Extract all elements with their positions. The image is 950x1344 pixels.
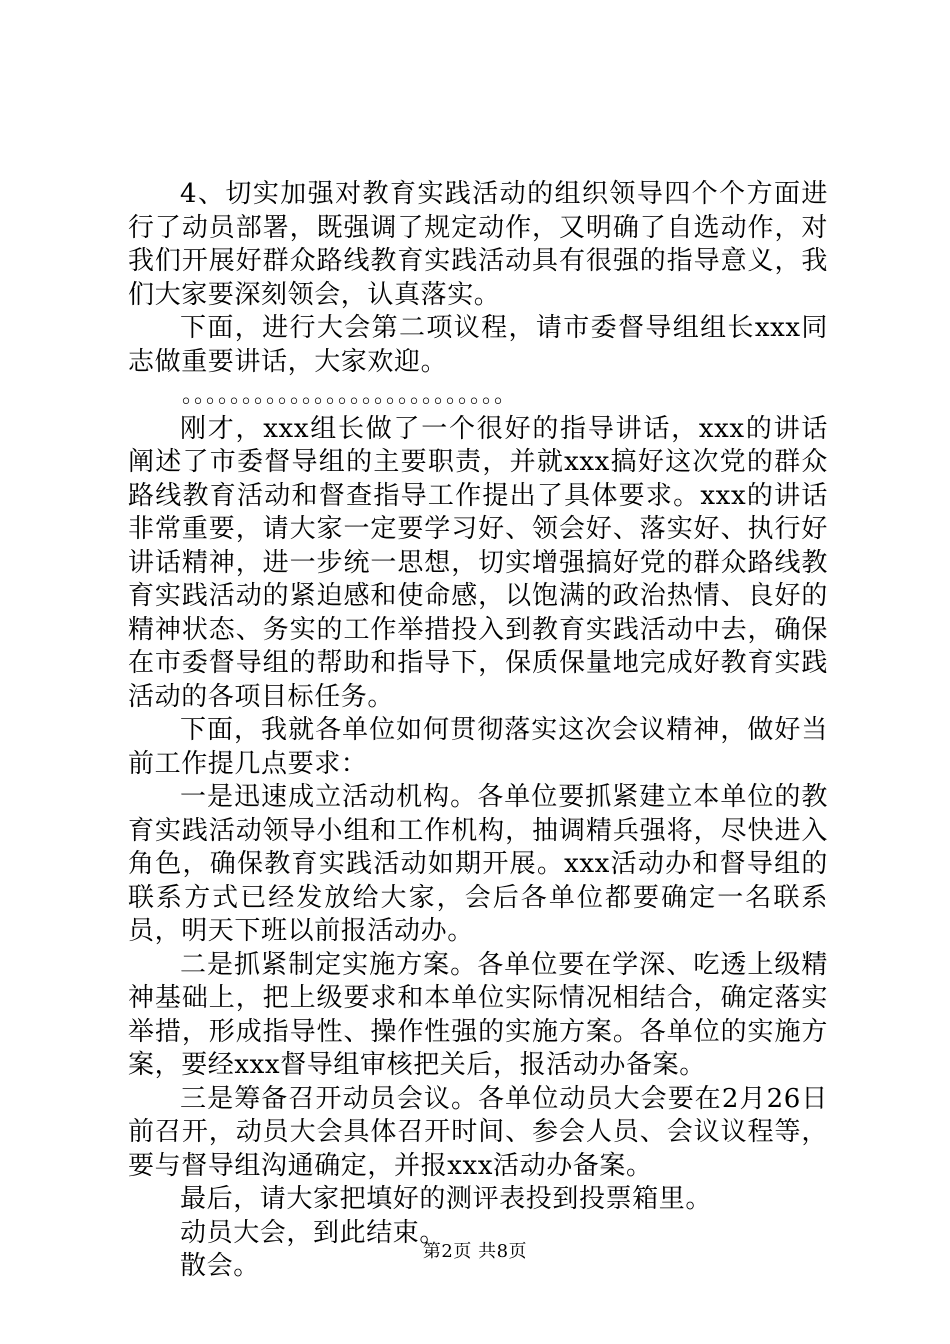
paragraph: 一是迅速成立活动机构。各单位要抓紧建立本单位的教育实践活动领导小组和工作机构，抽调精兵强将，尽快进入角色，确保教育实践活动如期开展。xxx活动办和督导组的联系方式已经发放给大家，会后各单位都要确定一名联系员，明天下班以前报活动办。	[128, 782, 828, 946]
ellipsis-separator: 。。。。。。。。。。。。。。。。。。。。。。。。。。。	[182, 383, 518, 408]
paragraph: 最后，请大家把填好的测评表投到投票箱里。	[180, 1184, 713, 1214]
paragraph: 散会。	[180, 1251, 260, 1281]
document-body	[128, 178, 828, 1284]
page-number-footer: 第2页 共8页	[422, 1241, 528, 1262]
paragraph: 动员大会，到此结束。	[180, 1217, 447, 1248]
paragraph: 二是抓紧制定实施方案。各单位要在学深、吃透上级精神基础上，把上级要求和本单位实际情况相结合，确定落实举措，形成指导性、操作性强的实施方案。各单位的实施方案，要经xxx督导组审核把关后，报活动办备案。	[128, 949, 828, 1080]
paragraph: 4、切实加强对教育实践活动的组织领导四个个方面进行了动员部署，既强调了规定动作，又明确了自选动作，对我们开展好群众路线教育实践活动具有很强的指导意义，我们大家要深刻领会，认真落实。	[128, 179, 828, 310]
paragraph: 下面，我就各单位如何贯彻落实这次会议精神，做好当前工作提几点要求：	[128, 715, 828, 779]
paragraph: 下面，进行大会第二项议程，请市委督导组组长xxx同志做重要讲话，大家欢迎。	[128, 313, 828, 377]
paragraph: 刚才，xxx组长做了一个很好的指导讲话，xxx的讲话阐述了市委督导组的主要职责，并就xxx搞好这次党的群众路线教育活动和督查指导工作提出了具体要求。xxx的讲话非常重要，请大家一定要学习好、领会好、落实好、执行好讲话精神，进一步统一思想，切实增强搞好党的群众路线教育实践活动的紧迫感和使命感，以饱满的政治热情、良好的精神状态、务实的工作举措投入到教育实践活动中去，确保在市委督导组的帮助和指导下，保质保量地完成好教育实践活动的各项目标任务。	[128, 413, 828, 712]
paragraph: 三是筹备召开动员会议。各单位动员大会要在2月26日前召开，动员大会具体召开时间、参会人员、会议议程等，要与督导组沟通确定，并报xxx活动办备案。	[128, 1083, 828, 1181]
